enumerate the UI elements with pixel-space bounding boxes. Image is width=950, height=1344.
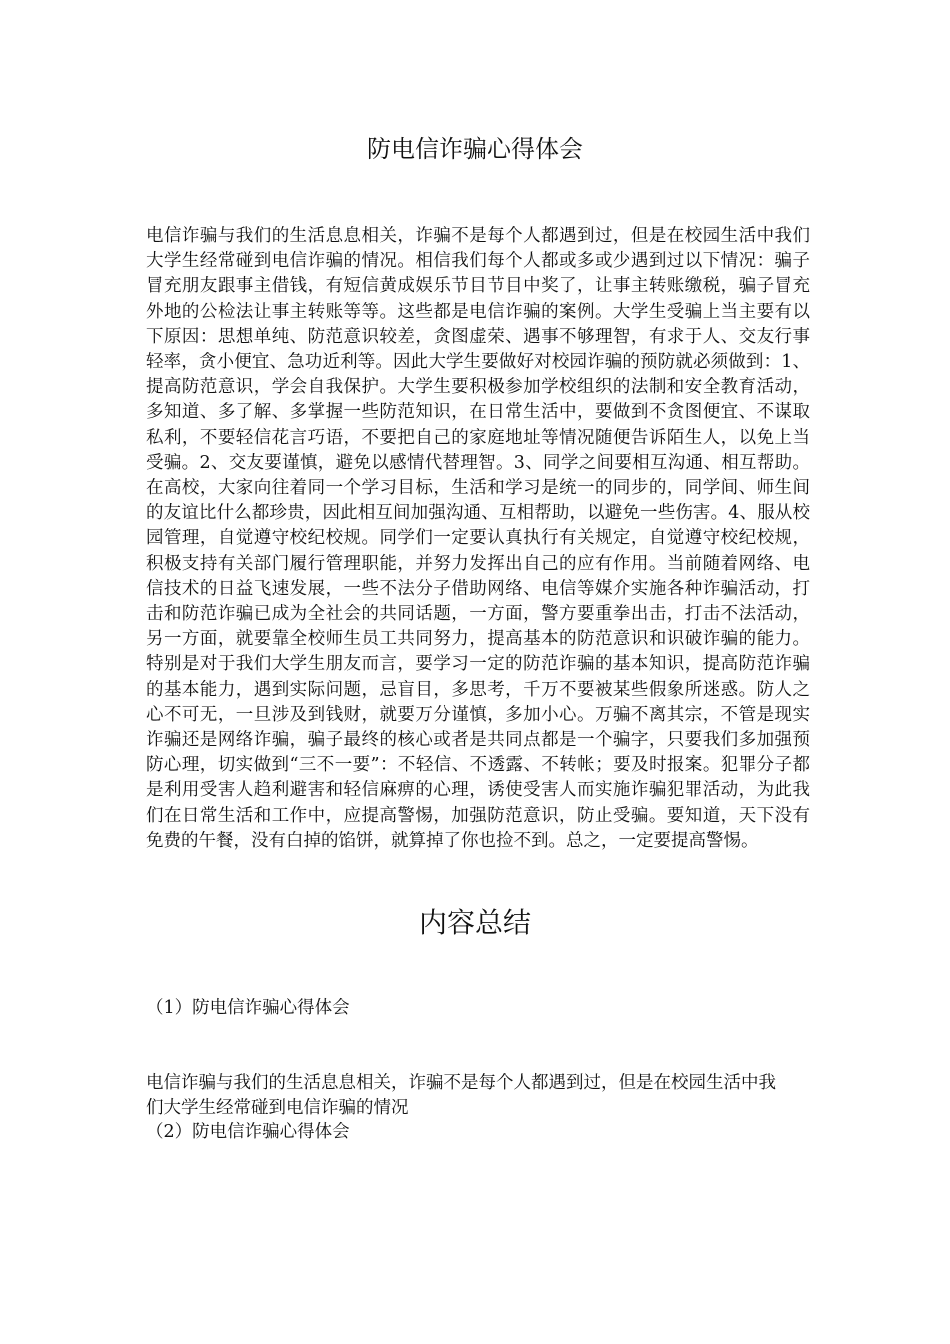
document-title: 防电信诈骗心得体会 xyxy=(367,135,583,163)
summary-item-2-label: （2）防电信诈骗心得体会 xyxy=(146,1122,350,1142)
summary-item-1-label: （1）防电信诈骗心得体会 xyxy=(146,998,350,1018)
summary-heading: 内容总结 xyxy=(418,906,531,939)
summary-item-1-text: 电信诈骗与我们的生活息息相关，诈骗不是每个人都遇到过，但是在校园生活中我们大学生经常碰到电信诈骗的情况 xyxy=(146,1073,776,1118)
document-body: 电信诈骗与我们的生活息息相关，诈骗不是每个人都遇到过，但是在校园生活中我们大学生经常碰到电信诈骗的情况。相信我们每个人都或多或少遇到过以下情况：骗子冒充朋友跟事主借钱，有短信黄成娱乐节目节目中奖了，让事主转账缴税，骗子冒充外地的公检法让事主转账等等。这些都是电信诈骗的案例。大学生受骗上当主要有以下原因：思想单纯、防范意识较差，贪图虚荣、遇事不够理智，有求于人、交友行事轻率，贪小便宜、急功近利等。因此大学生要做好对校园诈骗的预防就必须做到：1、提高防范意识，学会自我保护。大学生要积极参加学校组织的法制和安全教育活动，多知道、多了解、多掌握一些防范知识，在日常生活中，要做到不贪图便宜、不谋取私利，不要轻信花言巧语，不要把自己的家庭地址等情况随便告诉陌生人，以免上当受骗。2、交友要谨慎，避免以感情代替理智。3、同学之间要相互沟通、相互帮助。在高校，大家向往着同一个学习目标，生活和学习是统一的同步的，同学间、师生间的友谊比什么都珍贵，因此相互间加强沟通、互相帮助，以避免一些伤害。4、服从校园管理，自觉遵守校纪校规。同学们一定要认真执行有关规定，自觉遵守校纪校规，积极支持有关部门履行管理职能，并努力发挥出自己的应有作用。当前随着网络、电信技术的日益飞速发展，一些不法分子借助网络、电信等媒介实施各种诈骗活动，打击和防范诈骗已成为全社会的共同话题，一方面，警方要重拳出击，打击不法活动，另一方面，就要靠全校师生员工共同努力，提高基本的防范意识和识破诈骗的能力。特别是对于我们大学生朋友而言，要学习一定的防范诈骗的基本知识，提高防范诈骗的基本能力，遇到实际问题，忌盲目，多思考，千万不要被某些假象所迷惑。防人之心不可无，一旦涉及到钱财，就要万分谨慎，多加小心。万骗不离其宗，不管是现实诈骗还是网络诈骗，骗子最终的核心或者是共同点都是一个骗字，只要我们多加强预防心理，切实做到“三不一要”：不轻信、不透露、不转帐；要及时报案。犯罪分子都是利用受害人趋利避害和轻信麻痹的心理，诱使受害人而实施诈骗犯罪活动，为此我们在日常生活和工作中，应提高警惕，加强防范意识，防止受骗。要知道，天下没有免费的午餐，没有白掉的馅饼，就算掉了你也捡不到。总之，一定要提高警惕。 xyxy=(146,226,810,851)
